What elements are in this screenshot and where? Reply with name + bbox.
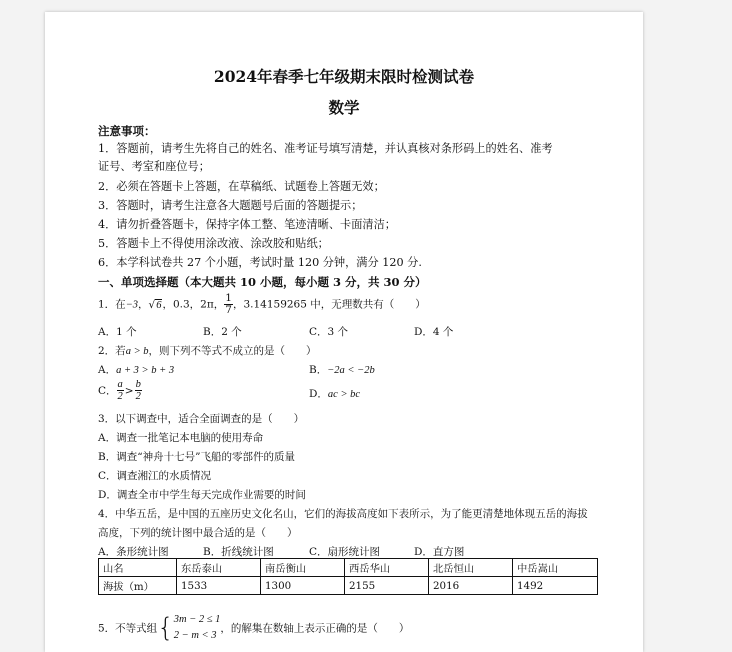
fraction-denominator: 7 bbox=[225, 304, 232, 316]
notice-item: 4．请勿折叠答题卡，保持字体工整、笔迹清晰、卡面清洁； bbox=[98, 218, 396, 231]
q2-option-b bbox=[309, 362, 375, 377]
q3-option-b: B．调查“神舟十七号”飞船的零部件的质量 bbox=[98, 451, 295, 463]
q2-stem-post: ，则下列不等式不成立的是（ ） bbox=[148, 345, 317, 357]
inequality-1: 3m − 2 ≤ 1 bbox=[173, 614, 221, 625]
q5-prefix: 5．不等式组 bbox=[98, 622, 158, 635]
brace-symbol: { bbox=[157, 613, 174, 643]
q1-suffix: ，3.14159265 中，无理数共有（ ） bbox=[232, 298, 426, 311]
table-cell: 西岳华山 bbox=[345, 559, 429, 577]
q5-suffix: ，的解集在数轴上表示正确的是（ ） bbox=[220, 622, 410, 635]
fraction-denominator: 2 bbox=[135, 391, 141, 402]
exam-title: 2024年春季七年级期末限时检测试卷 bbox=[213, 67, 475, 86]
notice-item: 2．必须在答题卡上答题，在草稿纸、试题卷上答题无效； bbox=[98, 180, 385, 193]
option-label: D． bbox=[309, 388, 328, 400]
option-expression: ac > bc bbox=[327, 389, 361, 400]
greater-than-sign: > bbox=[124, 384, 134, 397]
section-heading: 一、单项选择题（本大题共 10 小题，每小题 3 分，共 30 分） bbox=[98, 275, 427, 289]
q2-condition: a > b bbox=[125, 346, 149, 357]
table-cell: 中岳嵩山 bbox=[513, 559, 598, 577]
option-label: B． bbox=[309, 364, 328, 376]
q2-option-a bbox=[98, 362, 174, 377]
exam-subject: 数学 bbox=[328, 98, 360, 117]
exam-page bbox=[45, 12, 643, 652]
q1-option-d: D．4 个 bbox=[414, 326, 454, 338]
table-cell: 1492 bbox=[513, 577, 598, 595]
q3-option-a: A．调查一批笔记本电脑的使用寿命 bbox=[98, 432, 264, 444]
question-4-stem-line1: 4．中华五岳，是中国的五座历史文化名山，它们的海拔高度如下表所示，为了能更清楚地体现五岳的海拔 bbox=[98, 508, 588, 520]
notice-item: 3．答题时，请考生注意各大题题号后面的答题提示； bbox=[98, 199, 363, 212]
table-cell: 北岳恒山 bbox=[429, 559, 513, 577]
table-cell: 东岳泰山 bbox=[177, 559, 261, 577]
q4-option-d: D．直方图 bbox=[414, 546, 465, 558]
question-5-stem bbox=[98, 612, 409, 644]
fraction-denominator: 2 bbox=[117, 391, 123, 402]
q1-mid: ，0.3，2π， bbox=[162, 298, 225, 311]
inequality-2: 2 − m < 3 bbox=[173, 630, 217, 641]
question-1-stem: 1．在−3，√6，0.3，2π， $\frac{1}{7}$ ，3.14159265 中，无理数共有（ ） bbox=[98, 292, 426, 316]
q1-option-a: A．1 个 bbox=[98, 326, 137, 338]
fraction-a-over-2 bbox=[117, 379, 124, 402]
table-cell: 海拔（m） bbox=[99, 577, 177, 595]
fraction-numerator: a bbox=[117, 379, 123, 390]
question-3-stem: 3．以下调查中，适合全面调查的是（ ） bbox=[98, 413, 305, 425]
fraction-numerator: 1 bbox=[225, 292, 232, 304]
notice-heading: 注意事项： bbox=[98, 124, 156, 138]
sqrt-radicand: 6 bbox=[156, 299, 162, 311]
table-cell: 1300 bbox=[261, 577, 345, 595]
q1-prefix: 1．在 bbox=[98, 298, 126, 311]
q4-option-b: B．折线统计图 bbox=[203, 546, 274, 558]
option-expression: −2a < −2b bbox=[327, 365, 375, 376]
q3-option-c: C．调查湘江的水质情况 bbox=[98, 470, 212, 482]
table-cell: 2016 bbox=[429, 577, 513, 595]
mountain-altitude-table bbox=[98, 558, 598, 595]
notice-item: 1．答题前，请考生先将自己的姓名、准考证号填写清楚，并认真核对条形码上的姓名、准考 bbox=[98, 142, 553, 155]
q3-option-d: D．调查全市中学生每天完成作业需要的时间 bbox=[98, 489, 306, 501]
q1-option-c: C．3 个 bbox=[309, 326, 349, 338]
table-header-row bbox=[99, 559, 598, 577]
option-label: A． bbox=[98, 364, 117, 376]
sqrt-six: √6 bbox=[148, 298, 162, 311]
question-2-stem bbox=[98, 343, 317, 358]
notice-item: 证号、考室和座位号； bbox=[98, 160, 210, 173]
table-cell: 1533 bbox=[177, 577, 261, 595]
q2-stem-pre: 2．若 bbox=[98, 345, 126, 357]
q4-option-a: A．条形统计图 bbox=[98, 546, 169, 558]
table-row bbox=[99, 577, 598, 595]
q4-option-c: C．扇形统计图 bbox=[309, 546, 381, 558]
option-expression: a + 3 > b + 3 bbox=[116, 365, 175, 376]
table-cell: 南岳衡山 bbox=[261, 559, 345, 577]
q2-option-c bbox=[98, 379, 142, 402]
notice-item: 5．答题卡上不得使用涂改液、涂改胶和贴纸； bbox=[98, 237, 329, 250]
fraction-one-seventh bbox=[224, 293, 233, 316]
question-4-stem-line2: 高度，下列的统计图中最合适的是（ ） bbox=[98, 527, 298, 539]
q1-option-b: B．2 个 bbox=[203, 326, 242, 338]
option-label: C． bbox=[98, 385, 117, 397]
q2-option-d bbox=[309, 386, 360, 401]
table-cell: 2155 bbox=[345, 577, 429, 595]
inequality-system bbox=[174, 612, 221, 644]
q1-neg-three: −3 bbox=[125, 299, 139, 311]
notice-item: 6．本学科试卷共 27 个小题，考试时量 120 分钟，满分 120 分. bbox=[98, 256, 422, 269]
fraction-b-over-2 bbox=[135, 379, 142, 402]
fraction-numerator: b bbox=[135, 379, 141, 390]
table-cell: 山名 bbox=[99, 559, 177, 577]
